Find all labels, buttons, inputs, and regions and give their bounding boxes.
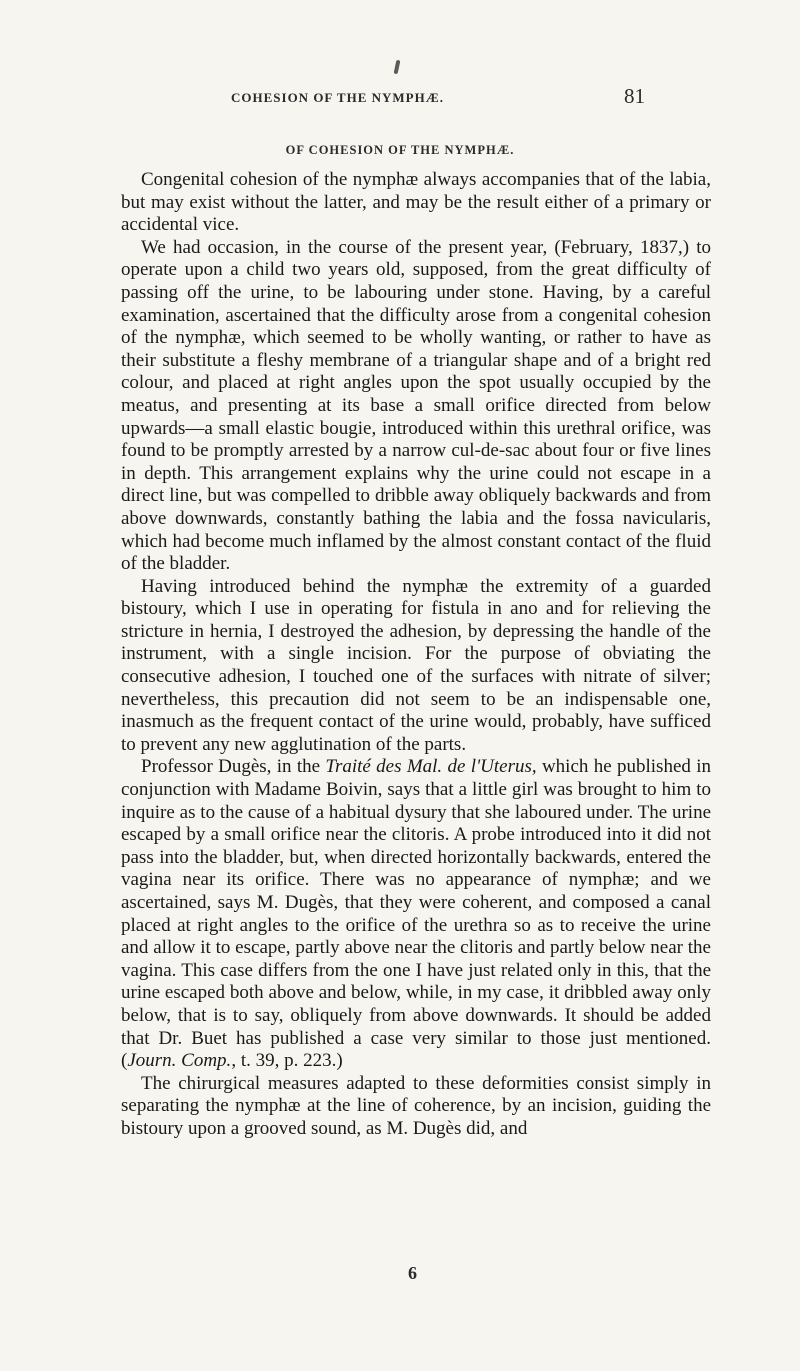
italic-title: Traité des Mal. de l'Uterus [325,756,532,778]
section-heading: OF COHESION OF THE NYMPHÆ. [285,143,515,157]
paragraph [121,576,711,757]
text-segment: Professor Dugès, in the [141,756,326,778]
text-segment: Having introduced behind the nymphæ the extremity of a guarded bistoury, which I use in operating for fistula in ano and for relieving the stricture in hernia, I destroyed the adhesion, by depressing the handle of the instrument, with a single incision. For the purpose of obviating the consecutive adhesion, I touched one of the surfaces with nitrate of silver; nevertheless, this precaution did not seem to be an indispensable one, inasmuch as the frequent contact of the urine would, probably, have sufficed to prevent any new agglutination of the parts. [121,575,711,755]
italic-citation: Journ. Comp. [127,1050,232,1072]
ink-mark [394,60,401,75]
paragraph [121,169,711,237]
text-segment: The chirurgical measures adapted to these deformities consist simply in separating the nymphæ at the line of coherence, by an incision, guiding the bistoury upon a grooved sound, as M. Dugès did, and [121,1072,711,1139]
signature-mark: 6 [408,1263,417,1283]
text-segment: , t. 39, p. 223.) [231,1050,343,1072]
paragraph [121,756,711,1072]
text-segment: We had occasion, in the course of the present year, (February, 1837,) to operate upon a child two years old, supposed, from the great difficulty of passing off the urine, to be labouring under stone. Having, by a careful examination, ascertained that the difficulty arose from a congenital cohesion of the nymphæ, which seemed to be wholly wanting, or rather to have as their substitute a fleshy membrane of a triangular shape and of a bright red colour, and placed at right angles upon the spot usually occupied by the meatus, and presenting at its base a small orifice directed from below upwards—a small elastic bougie, introduced within this urethral orifice, was found to be promptly arrested by a narrow cul-de-sac about four or five lines in depth. This arrangement explains why the urine could not escape in a direct line, but was compelled to dribble away obliquely backwards and from above downwards, constantly bathing the labia and the fossa navicularis, which had become much inflamed by the almost constant contact of the fluid of the bladder. [121,236,711,575]
body-text [121,169,711,1141]
page-number: 81 [624,84,645,108]
text-segment: Congenital cohesion of the nymphæ always accompanies that of the labia, but may exist without the latter, and may be the result either of a primary or accidental vice. [121,169,711,236]
paragraph [121,237,711,576]
running-head: COHESION OF THE NYMPHÆ. [231,90,444,105]
paragraph [121,1073,711,1141]
text-segment: , which he published in conjunction with Madame Boivin, says that a little girl was brought to him to inquire as to the cause of a habitual dysury that she laboured under. The urine escaped by a small orifice near the clitoris. A probe introduced into it did not pass into the bladder, but, when directed horizontally backwards, entered the vagina near its orifice. There was no appearance of nymphæ; and we ascertained, says M. Dugès, that they were coherent, and composed a canal placed at right angles to the orifice of the urethra so as to receive the urine and allow it to escape, partly above near the clitoris and partly below near the vagina. This case differs from the one I have just related only in this, that the urine escaped both above and below, while, in my case, it dribbled away only below, that is to say, obliquely from above downwards. It should be added that Dr. Buet has published a case very similar to those just mentioned. ( [121,756,711,1072]
